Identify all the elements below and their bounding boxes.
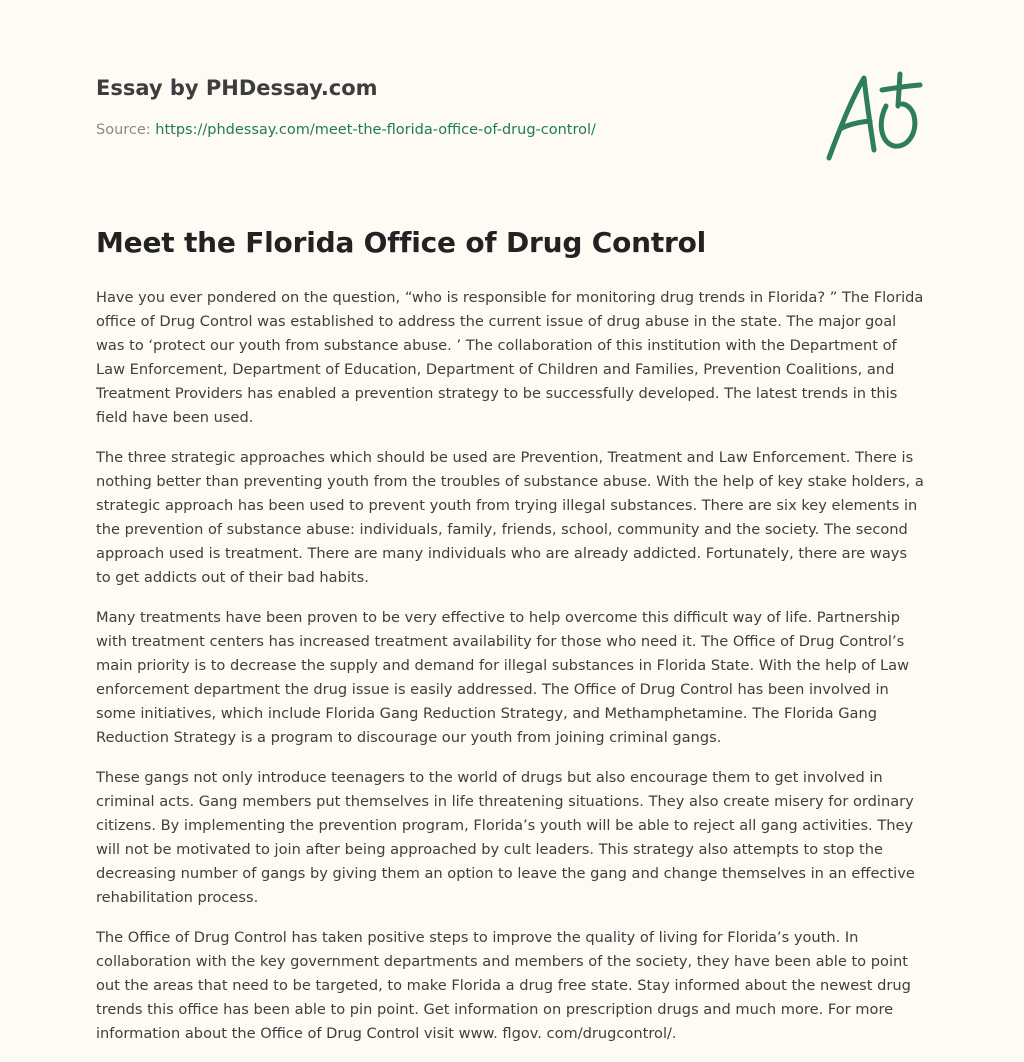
paragraph: These gangs not only introduce teenagers to the world of drugs but also encourage them to get involved in criminal acts. Gang members put themselves in life threatening situations. They also create misery for ordinary citizens. By implementing the prevention program, Florida’s youth will be able to reject all gang activities. They will not be motivated to join after being approached by cult leaders. This strategy also attempts to stop the decreasing number of gangs by giving them an option to leave the gang and change themselves in an effective rehabilitation process.: [96, 769, 915, 906]
a-plus-logo-icon: [820, 66, 930, 166]
article: [96, 226, 926, 1062]
paragraph: The Office of Drug Control has taken positive steps to improve the quality of living for Florida’s youth. In collaboration with the key government departments and members of the society, they have been able to point out the areas that need to be targeted, to make Florida a drug free state. Stay informed about the newest drug trends this office has been able to pin point. Get information on prescription drugs and much more. For more information about the Office of Drug Control visit www. flgov. com/drugcontrol/.: [96, 929, 911, 1042]
page-header: [96, 76, 796, 138]
source-line: [96, 122, 796, 138]
paragraph: Have you ever pondered on the question, “who is responsible for monitoring drug trends in Florida? ” The Florida office of Drug Control was established to address the current issue of drug abuse in the state. The major goal was to ‘protect our youth from substance abuse. ’ The collaboration of this institution with the Department of Law Enforcement, Department of Education, Department of Children and Families, Prevention Coalitions, and Treatment Providers has enabled a prevention strategy to be successfully developed. The latest trends in this field have been used.: [96, 289, 924, 426]
paragraph: Many treatments have been proven to be very effective to help overcome this difficult way of life. Partnership with treatment centers has increased treatment availability for those who need it. The Office of Drug Control’s main priority is to decrease the supply and demand for illegal substances in Florida State. With the help of Law enforcement department the drug issue is easily addressed. The Office of Drug Control has been involved in some initiatives, which include Florida Gang Reduction Strategy, and Methamphetamine. The Florida Gang Reduction Strategy is a program to discourage our youth from joining criminal gangs.: [96, 609, 910, 746]
site-title: Essay by PHDessay.com: [96, 76, 378, 100]
source-label: Source:: [96, 122, 156, 138]
paragraph: The three strategic approaches which should be used are Prevention, Treatment and Law Enforcement. There is nothing better than preventing youth from the troubles of substance abuse. With the help of key stake holders, a strategic approach has been used to prevent youth from trying illegal substances. There are six key elements in the prevention of substance abuse: individuals, family, friends, school, community and the society. The second approach used is treatment. There are many individuals who are already addicted. Fortunately, there are ways to get addicts out of their bad habits.: [96, 449, 924, 586]
article-title: Meet the Florida Office of Drug Control: [96, 226, 707, 259]
source-link[interactable]: https://phdessay.com/meet-the-florida-office-of-drug-control/: [155, 122, 596, 138]
logo-text: A+: [820, 66, 822, 67]
